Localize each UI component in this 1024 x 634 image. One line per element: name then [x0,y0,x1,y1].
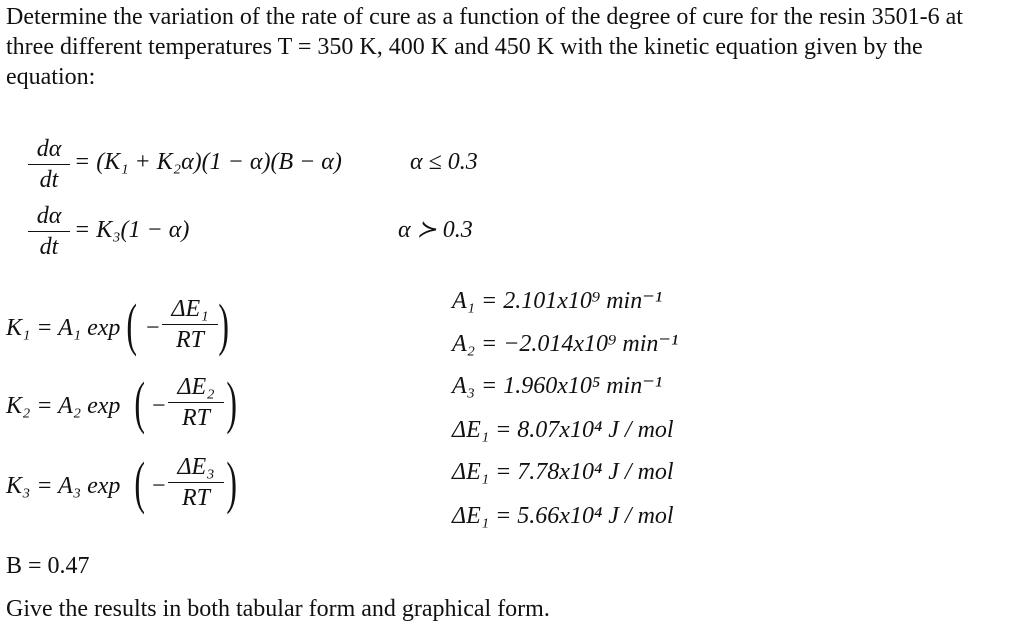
exponent-denominator: RT [181,485,210,511]
constant-a1: A₁ = 2.101x10⁹ min⁻¹ [452,288,663,314]
b-value: B = 0.47 [6,553,90,579]
constant-e2: ΔE₁ = 7.78x10⁴ J / mol [452,459,674,485]
right-paren: ) [218,292,229,357]
rate-equation-rhs: = K₃(1 − α) [74,217,190,243]
minus-sign: − [152,393,166,419]
minus-sign: − [146,315,160,341]
rate-equation-condition: α ≻ 0.3 [398,217,473,243]
fraction-bar [168,482,224,483]
fraction-bar [28,164,70,165]
constant-e1: ΔE₁ = 8.07x10⁴ J / mol [452,417,674,443]
derivative-numerator: dα [36,203,62,229]
constant-a3: A₃ = 1.960x10⁵ min⁻¹ [452,373,663,399]
fraction-bar [162,324,218,325]
left-paren: ( [134,370,145,435]
derivative-fraction [28,203,70,260]
constant-a2: A₂ = −2.014x10⁹ min⁻¹ [452,331,679,357]
exponent-denominator: RT [175,327,204,353]
exponent-fraction [162,296,218,353]
exponent-denominator: RT [181,405,210,431]
fraction-bar [168,402,224,403]
problem-intro: Determine the variation of the rate of cure as a function of the degree of cure for the resin 3501-6 at three different temperatures T = 350 K, 400 K and 450 K with the kinetic equation given by the equation: [6,4,963,90]
left-paren: ( [134,450,145,515]
k-equation-lhs: K₁ = A₁ exp [6,315,121,341]
right-paren: ) [226,450,237,515]
derivative-numerator: dα [36,136,62,162]
derivative-fraction [28,136,70,193]
exponent-numerator: ΔE₃ [177,454,215,480]
minus-sign: − [152,473,166,499]
constant-e3: ΔE₁ = 5.66x10⁴ J / mol [452,503,674,529]
k-equation-lhs: K₂ = A₂ exp [6,393,121,419]
rate-equation-rhs: = (K₁ + K₂α)(1 − α)(B − α) [74,149,342,175]
fraction-bar [28,231,70,232]
rate-equation-condition: α ≤ 0.3 [410,149,478,175]
k-equation-lhs: K₃ = A₃ exp [6,473,121,499]
exponent-numerator: ΔE₁ [171,296,209,322]
exponent-numerator: ΔE₂ [177,374,215,400]
left-paren: ( [126,292,137,357]
right-paren: ) [226,370,237,435]
exponent-fraction [168,454,224,511]
derivative-denominator: dt [39,167,59,193]
derivative-denominator: dt [39,234,59,260]
problem-closing: Give the results in both tabular form and graphical form. [6,596,550,622]
exponent-fraction [168,374,224,431]
